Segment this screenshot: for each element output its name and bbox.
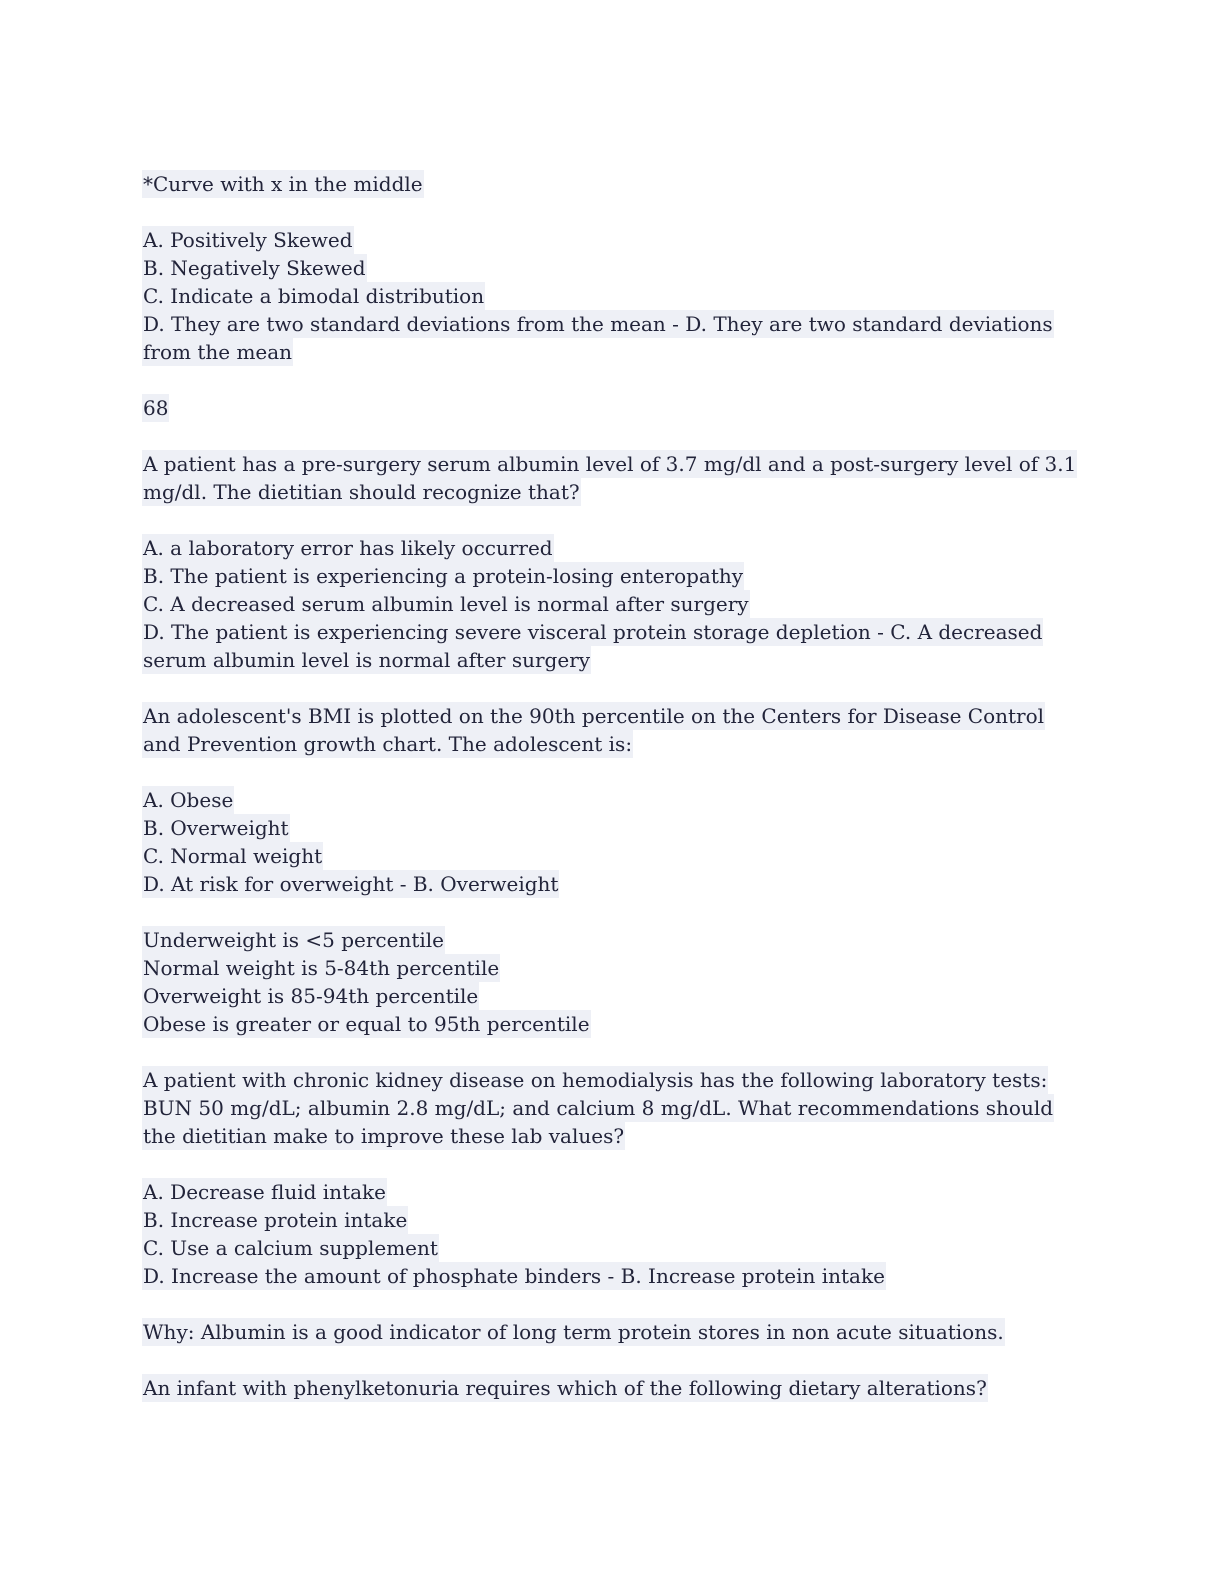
option-b: B. Overweight (143, 816, 289, 840)
bmi-note: Normal weight is 5-84th percentile (143, 956, 500, 980)
option-c: C. Normal weight (143, 844, 323, 868)
option-c: C. Indicate a bimodal distribution (143, 284, 485, 308)
question-4 (142, 1066, 1082, 1150)
option-a: A. Decrease fluid intake (143, 1180, 386, 1204)
question-5 (142, 1374, 1082, 1402)
option-d-answer: D. At risk for overweight - B. Overweight (143, 872, 559, 896)
bmi-note: Obese is greater or equal to 95th percentile (143, 1012, 590, 1036)
question-1-options (142, 226, 1082, 366)
option-a: A. Obese (143, 788, 234, 812)
question-1 (142, 170, 1082, 198)
question-5-prompt: An infant with phenylketonuria requires which of the following dietary alterations? (143, 1376, 987, 1400)
option-d-answer: D. Increase the amount of phosphate binders - B. Increase protein intake (143, 1264, 885, 1288)
option-b: B. Negatively Skewed (143, 256, 366, 280)
question-2-prompt: A patient has a pre-surgery serum albumin level of 3.7 mg/dl and a post-surgery level of 3.1 mg/dl. The dietitian should recognize that? (143, 452, 1077, 504)
question-3 (142, 702, 1082, 758)
question-2-options (142, 534, 1082, 674)
question-4-options (142, 1178, 1082, 1290)
bmi-note: Underweight is <5 percentile (143, 928, 445, 952)
question-3-prompt: An adolescent's BMI is plotted on the 90th percentile on the Centers for Disease Control and Prevention growth chart. The adolescent is: (143, 704, 1045, 756)
option-b: B. The patient is experiencing a protein-losing enteropathy (143, 564, 744, 588)
option-a: A. a laboratory error has likely occurred (143, 536, 553, 560)
question-4-prompt: A patient with chronic kidney disease on hemodialysis has the following laboratory tests: BUN 50 mg/dL; albumin 2.8 mg/dL; and calcium 8 mg/dL. What recommendations should the dietitian make to improve these lab values? (143, 1068, 1054, 1148)
page-number (142, 394, 1082, 422)
bmi-note: Overweight is 85-94th percentile (143, 984, 479, 1008)
question-2 (142, 450, 1082, 506)
option-d-answer: D. The patient is experiencing severe visceral protein storage depletion - C. A decreased serum albumin level is normal after surgery (143, 620, 1043, 672)
option-a: A. Positively Skewed (143, 228, 353, 252)
option-b: B. Increase protein intake (143, 1208, 408, 1232)
why-note-text: Why: Albumin is a good indicator of long term protein stores in non acute situations. (143, 1320, 1004, 1344)
option-d-answer: D. They are two standard deviations from the mean - D. They are two standard deviations from the mean (143, 312, 1053, 364)
option-c: C. A decreased serum albumin level is normal after surgery (143, 592, 749, 616)
question-3-options (142, 786, 1082, 898)
bmi-notes (142, 926, 1082, 1038)
option-c: C. Use a calcium supplement (143, 1236, 438, 1260)
document-page (142, 170, 1082, 1430)
page-number-text: 68 (143, 396, 169, 420)
why-note (142, 1318, 1082, 1346)
question-1-prompt: *Curve with x in the middle (143, 172, 423, 196)
